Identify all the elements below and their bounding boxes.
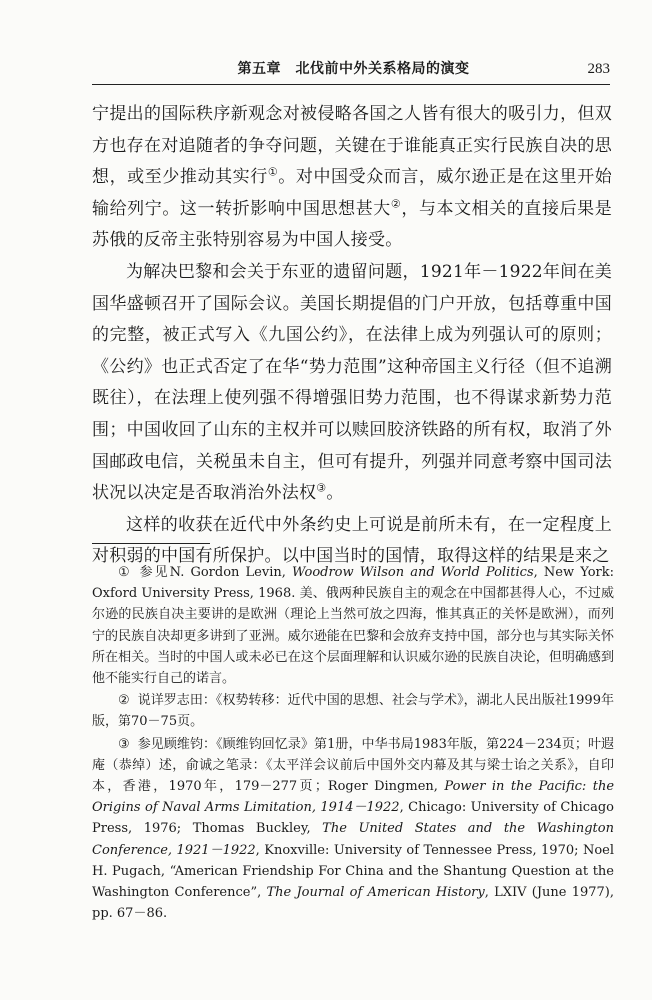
italic-title: Power in the Pacific: the Origins of Naval Arms Limitation, 1914－1922 <box>92 779 615 816</box>
main-text <box>92 99 612 573</box>
text-run: 参见顾维钧：《顾维钧回忆录》第1册，中华书局1983年版，第224－234页；叶遐庵（恭绰）述，俞诚之笔录：《太平洋会议前后中国外交内幕及其与梁士诒之关系》，自印本，香港，1970年，179－277页；Roger Dingmen, <box>92 736 615 795</box>
text-run: 。对中国受众而言，威尔逊正是在这里开始输给列宁。这一转折影响中国思想甚大 <box>92 167 613 219</box>
text-run: 。 <box>326 483 344 504</box>
text-run: , Knoxville: University of Tennessee Press, 1970; Noel H. Pugach, “American Friendship For China and the Shantung Question at the Washington Conference”, <box>92 842 614 901</box>
paragraph <box>92 257 612 510</box>
text-run: 宁提出的国际秩序新观念对被侵略各国之人皆有很大的吸引力，但双方也存在对追随者的争夺问题，关键在于谁能真正实行民族自决的思想，或至少推动其实行 <box>92 104 612 188</box>
footnotes <box>92 562 614 924</box>
italic-title: The United States and the Washington Conference, 1921－1922 <box>92 821 614 858</box>
text-run: , New York: Oxford University Press, 1968. 美、俄两种民族自主的观念在中国都甚得人心，不过威尔逊的民族自决主要讲的是欧洲（理论上当然可放之四海，惟其真正的关怀是欧洲），而列宁的民族自决却更多讲到了亚洲。威尔逊能在巴黎和会放弃支持中国，部分也与其实际关怀所在相关。当时的中国人或未必已在这个层面理解和认识威尔逊的民族自决论，但明确感到他不能实行自己的诺言。 <box>92 565 614 687</box>
footnote-reference: ② <box>390 197 402 211</box>
footnote <box>92 562 614 689</box>
text-run: 说详罗志田：《权势转移：近代中国的思想、社会与学术》，湖北人民出版社1999年版，第70－75页。 <box>92 693 615 730</box>
text-run: 为解决巴黎和会关于东亚的遗留问题，1921年－1922年间在美国华盛顿召开了国际会议。美国长期提倡的门户开放，包括尊重中国的完整，被正式写入《九国公约》，在法律上成为列强认可的原则；《公约》也正式否定了在华“势力范围”这种帝国主义行径（但不追溯既往），在法理上使列强不得增强旧势力范围，也不得谋求新势力范围；中国收回了山东的主权并可以赎回胶济铁路的所有权，取消了外国邮政电信，关税虽未自主，但可有提升，列强并同意考察中国司法状况以决定是否取消治外法权 <box>92 261 612 504</box>
page-number: 283 <box>587 61 610 77</box>
text-run: , LXIV (June 1977), pp. 67－86. <box>92 885 615 922</box>
footnote-divider <box>92 543 210 544</box>
running-header <box>92 55 610 85</box>
footnote-reference: ① <box>267 165 279 179</box>
text-run: ，与本文相关的直接后果是苏俄的反帝主张特别容易为中国人接受。 <box>92 198 613 251</box>
chapter-title: 第五章 北伐前中外关系格局的演变 <box>237 61 470 77</box>
footnote <box>92 734 614 925</box>
footnote-number: ① <box>118 565 132 580</box>
paragraph <box>92 99 612 257</box>
text-run: 参见N. Gordon Levin, <box>139 565 293 580</box>
footnote-number: ② <box>118 693 130 709</box>
italic-title: Woodrow Wilson and World Politics <box>292 565 534 580</box>
text-run: , Chicago: University of Chicago Press, 1976; Thomas Buckley, <box>92 800 614 837</box>
italic-title: The Journal of American History <box>266 885 485 901</box>
text-run: 这样的收获在近代中外条约史上可说是前所未有，在一定程度上对积弱的中国有所保护。以中国当时的国情，取得这样的结果是来之 <box>92 514 612 567</box>
footnote-number: ③ <box>118 736 130 752</box>
footnote-reference: ③ <box>316 481 327 495</box>
footnote <box>92 690 614 732</box>
